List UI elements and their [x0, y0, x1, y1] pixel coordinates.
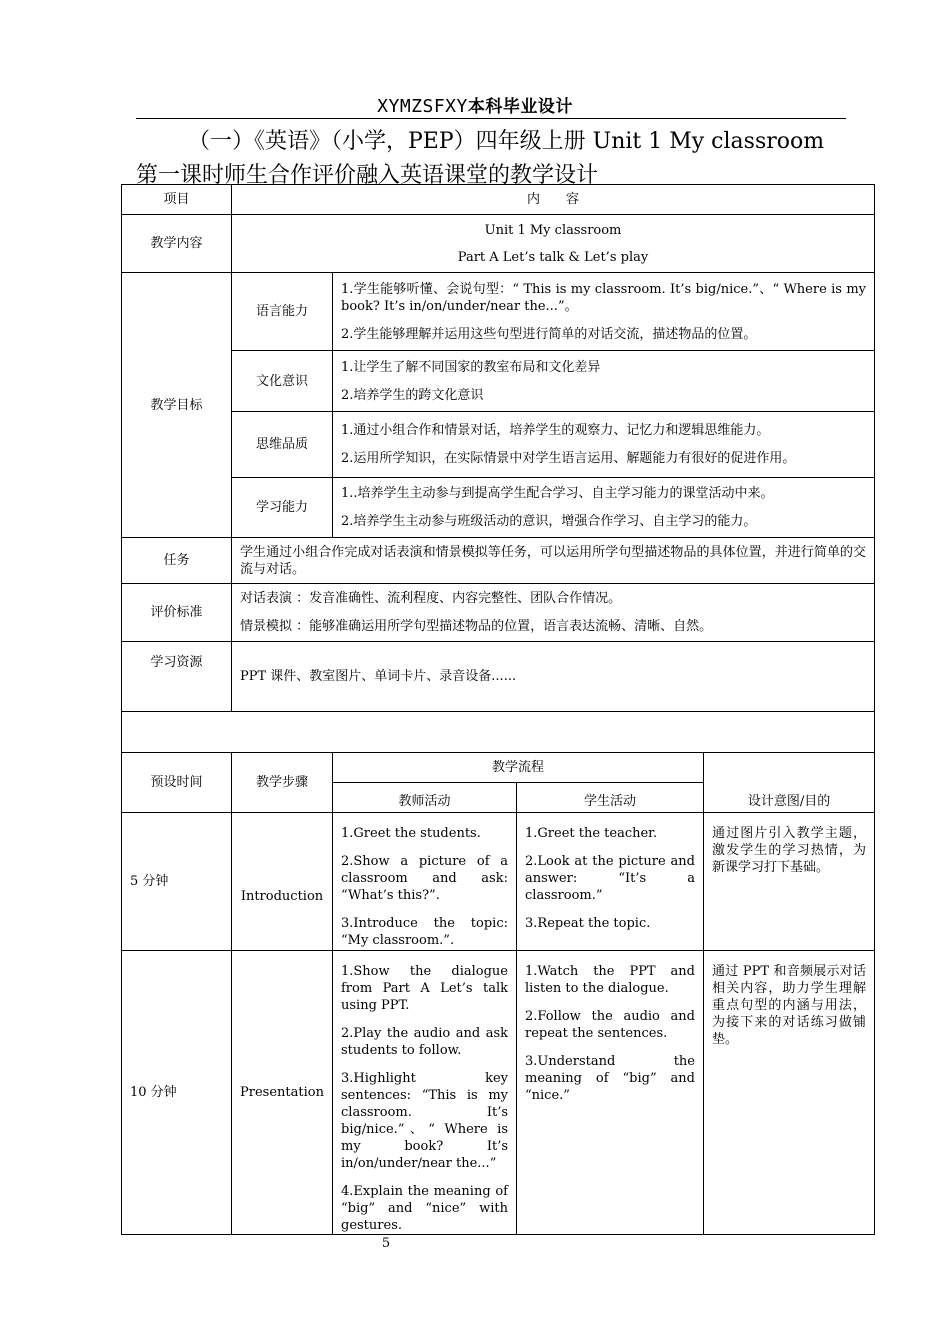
student-activities — [517, 951, 704, 1235]
criteria-content — [232, 584, 875, 642]
design-purpose: 通过图片引入教学主题，激发学生的学习热情，为新课学习打下基础。 — [704, 813, 875, 951]
page-number: 5 — [381, 1236, 391, 1251]
teacher-activity: 1.Greet the students. — [341, 826, 481, 841]
header-rule — [136, 118, 846, 119]
objective-name: 文化意识 — [232, 351, 333, 412]
task-text: 学生通过小组合作完成对话表演和情景模拟等任务，可以运用所学句型描述物品的具体位置，并进行简单的交流与对话。 — [232, 538, 875, 584]
page-header — [0, 92, 950, 117]
objective-name: 思维品质 — [232, 412, 333, 478]
objective-item: 1..培养学生主动参与到提高学生配合学习、自主学习能力的课堂活动中来。 — [341, 486, 774, 501]
content-line1: Unit 1 My classroom — [484, 222, 622, 238]
objective-item: 1.学生能够听懂、会说句型：“ This is my classroom. It’s big/nice.”、“ Where is my book? It’s in/on/under/near the...”。 — [341, 281, 867, 314]
student-activity: 1.Watch the PPT and listen to the dialogue. — [525, 964, 695, 996]
objective-row-thinking — [122, 412, 875, 478]
teacher-activity: 3.Highlight key sentences: “This is my classroom. It’s big/nice.”、“ Where is my book? It’s in/on/under/near the...” — [341, 1071, 508, 1171]
teacher-activity: 3.Introduce the topic: “My classroom.”. — [341, 916, 508, 948]
lesson-plan-table — [121, 184, 875, 1235]
document-title-line2: 第一课时师生合作评价融入英语课堂的教学设计 — [136, 163, 599, 188]
header-content-cell: 内 容 — [232, 185, 875, 215]
teacher-activity: 4.Explain the meaning of “big” and “nice” with gestures. — [341, 1184, 508, 1233]
objective-content — [333, 478, 875, 538]
flow-process-header: 教学流程 — [333, 753, 704, 783]
objective-item: 2.培养学生主动参与班级活动的意识，增强合作学习、自主学习的能力。 — [341, 514, 757, 529]
student-activity: 3.Repeat the topic. — [525, 916, 651, 931]
flow-time: 5 分钟 — [122, 813, 232, 951]
student-activity-header: 学生活动 — [517, 783, 704, 813]
flow-purpose-header: 设计意图/目的 — [704, 753, 875, 813]
objective-item: 1.让学生了解不同国家的教室布局和文化差异 — [341, 359, 601, 375]
header-school: 本科毕业设计 — [467, 97, 573, 117]
teacher-activity: 2.Play the audio and ask students to follow. — [341, 1026, 508, 1058]
content-value — [232, 215, 875, 273]
student-activity: 2.Follow the audio and repeat the sentences. — [525, 1009, 695, 1041]
objective-content — [333, 412, 875, 478]
blank-cell — [122, 712, 875, 753]
student-activity: 1.Greet the teacher. — [525, 826, 658, 841]
objectives-label: 教学目标 — [122, 273, 232, 538]
objective-content — [333, 273, 875, 351]
content-line2: Part A Let’s talk & Let’s play — [457, 249, 649, 265]
resources-text: PPT 课件、教室图片、单词卡片、录音设备...... — [232, 642, 875, 712]
teacher-activity: 2.Show a picture of a classroom and ask: “What’s this?”. — [341, 854, 508, 903]
content-label: 教学内容 — [122, 215, 232, 273]
flow-time-header: 预设时间 — [122, 753, 232, 813]
flow-step: Introduction — [232, 813, 333, 951]
flow-header-row — [122, 753, 875, 783]
teacher-activities — [333, 813, 517, 951]
teacher-activity-header: 教师活动 — [333, 783, 517, 813]
objective-item: 1.通过小组合作和情景对话，培养学生的观察力、记忆力和逻辑思维能力。 — [341, 423, 770, 438]
student-activities — [517, 813, 704, 951]
objective-item: 2.培养学生的跨文化意识 — [341, 387, 484, 403]
flow-step: Presentation — [232, 951, 333, 1235]
objective-item: 2.学生能够理解并运用这些句型进行简单的对话交流，描述物品的位置。 — [341, 326, 757, 342]
header-item-cell: 项目 — [122, 185, 232, 215]
objective-item: 2.运用所学知识，在实际情景中对学生语言运用、解题能力有很好的促进作用。 — [341, 451, 796, 466]
resources-row — [122, 642, 875, 712]
objective-name: 学习能力 — [232, 478, 333, 538]
criteria-row — [122, 584, 875, 642]
content-row — [122, 215, 875, 273]
header-code: XYMZSFXY — [377, 96, 468, 117]
objective-row-learning — [122, 478, 875, 538]
objective-content — [333, 351, 875, 412]
flow-row-introduction — [122, 813, 875, 951]
flow-step-header: 教学步骤 — [232, 753, 333, 813]
objective-row-culture — [122, 351, 875, 412]
student-activity: 3.Understand the meaning of “big” and “nice.” — [525, 1054, 695, 1103]
table-header-row — [122, 185, 875, 215]
teacher-activities — [333, 951, 517, 1235]
objective-row-language — [122, 273, 875, 351]
criteria-line: 情景模拟 ：能够准确运用所学句型描述物品的位置，语言表达流畅、清晰、自然。 — [240, 619, 713, 634]
document-title-line1: （一）《英语》（小学，PEP）四年级上册 Unit 1 My classroom — [188, 129, 825, 154]
objective-name: 语言能力 — [232, 273, 333, 351]
blank-row — [122, 712, 875, 753]
task-row — [122, 538, 875, 584]
design-purpose: 通过 PPT 和音频展示对话相关内容，助力学生理解重点句型的内涵与用法，为接下来的对话练习做铺垫。 — [704, 951, 875, 1235]
criteria-label: 评价标准 — [122, 584, 232, 642]
criteria-line: 对话表演 ：发音准确性、流利程度、内容完整性、团队合作情况。 — [240, 591, 622, 606]
flow-time: 10 分钟 — [122, 951, 232, 1235]
teacher-activity: 1.Show the dialogue from Part A Let’s talk using PPT. — [341, 964, 508, 1013]
student-activity: 2.Look at the picture and answer: “It’s a classroom.” — [525, 854, 695, 903]
flow-row-presentation — [122, 951, 875, 1235]
task-label: 任务 — [122, 538, 232, 584]
resources-label: 学习资源 — [122, 642, 232, 712]
